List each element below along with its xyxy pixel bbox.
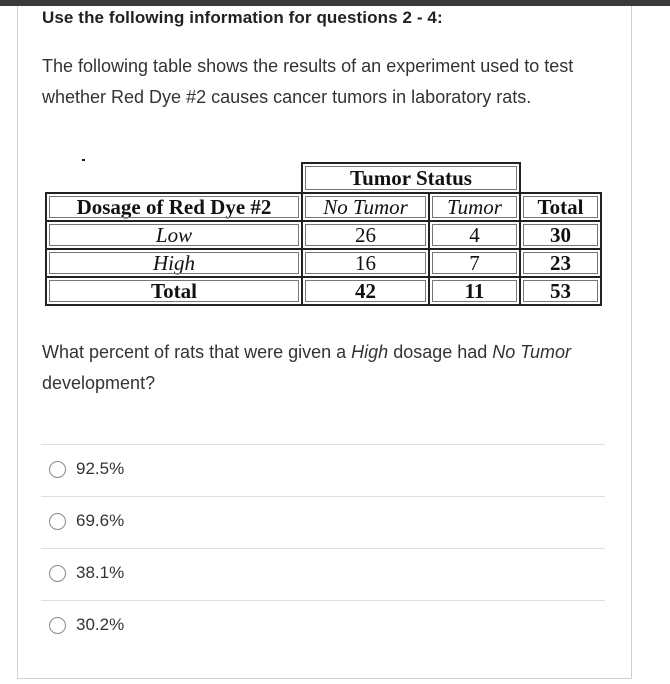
question-part: What percent of rats that were given a bbox=[42, 342, 352, 362]
answer-label: 38.1% bbox=[76, 563, 125, 582]
question-part: development? bbox=[42, 372, 156, 393]
cell-no-tumor: 42 bbox=[302, 277, 429, 305]
tumor-header: Tumor bbox=[429, 193, 520, 221]
blank-cell bbox=[46, 163, 302, 193]
cell-total: 53 bbox=[520, 277, 601, 305]
table-row-low bbox=[46, 221, 601, 249]
answer-label: 30.2% bbox=[76, 615, 125, 634]
answer-option-2[interactable] bbox=[41, 496, 605, 548]
dosage-header: Dosage of Red Dye #2 bbox=[46, 193, 302, 221]
table-row-total bbox=[46, 277, 601, 305]
answer-label: 92.5% bbox=[76, 459, 125, 478]
intro-text: The following table shows the results of an experiment used to test whether Red Dye #2 causes cancer tumors in laboratory rats. bbox=[42, 56, 574, 107]
cell-no-tumor: 26 bbox=[302, 221, 429, 249]
table-group-header-row bbox=[46, 163, 601, 193]
question-text bbox=[42, 337, 612, 398]
blank-cell bbox=[520, 163, 601, 193]
row-label: Total bbox=[46, 277, 302, 305]
cell-tumor: 11 bbox=[429, 277, 520, 305]
answer-option-3[interactable] bbox=[41, 548, 605, 600]
radio-button[interactable] bbox=[49, 617, 66, 634]
radio-button[interactable] bbox=[49, 461, 66, 478]
table-row-high bbox=[46, 249, 601, 277]
question-part: dosage had bbox=[388, 342, 493, 362]
question-emphasis: No Tumor bbox=[492, 342, 571, 362]
cell-tumor: 7 bbox=[429, 249, 520, 277]
cell-total: 30 bbox=[520, 221, 601, 249]
cell-tumor: 4 bbox=[429, 221, 520, 249]
tumor-status-header: Tumor Status bbox=[302, 163, 520, 193]
total-header: Total bbox=[520, 193, 601, 221]
row-label: High bbox=[46, 249, 302, 277]
section-heading: Use the following information for questions 2 - 4: bbox=[42, 8, 443, 27]
stray-mark bbox=[82, 159, 85, 161]
cell-total: 23 bbox=[520, 249, 601, 277]
cell-no-tumor: 16 bbox=[302, 249, 429, 277]
answer-options bbox=[41, 444, 605, 652]
answer-option-4[interactable] bbox=[41, 600, 605, 652]
radio-button[interactable] bbox=[49, 565, 66, 582]
no-tumor-header: No Tumor bbox=[302, 193, 429, 221]
row-label: Low bbox=[46, 221, 302, 249]
results-table bbox=[45, 162, 602, 306]
radio-button[interactable] bbox=[49, 513, 66, 530]
table-header-row bbox=[46, 193, 601, 221]
question-emphasis: High bbox=[351, 342, 389, 362]
answer-label: 69.6% bbox=[76, 511, 125, 530]
answer-option-1[interactable] bbox=[41, 444, 605, 496]
